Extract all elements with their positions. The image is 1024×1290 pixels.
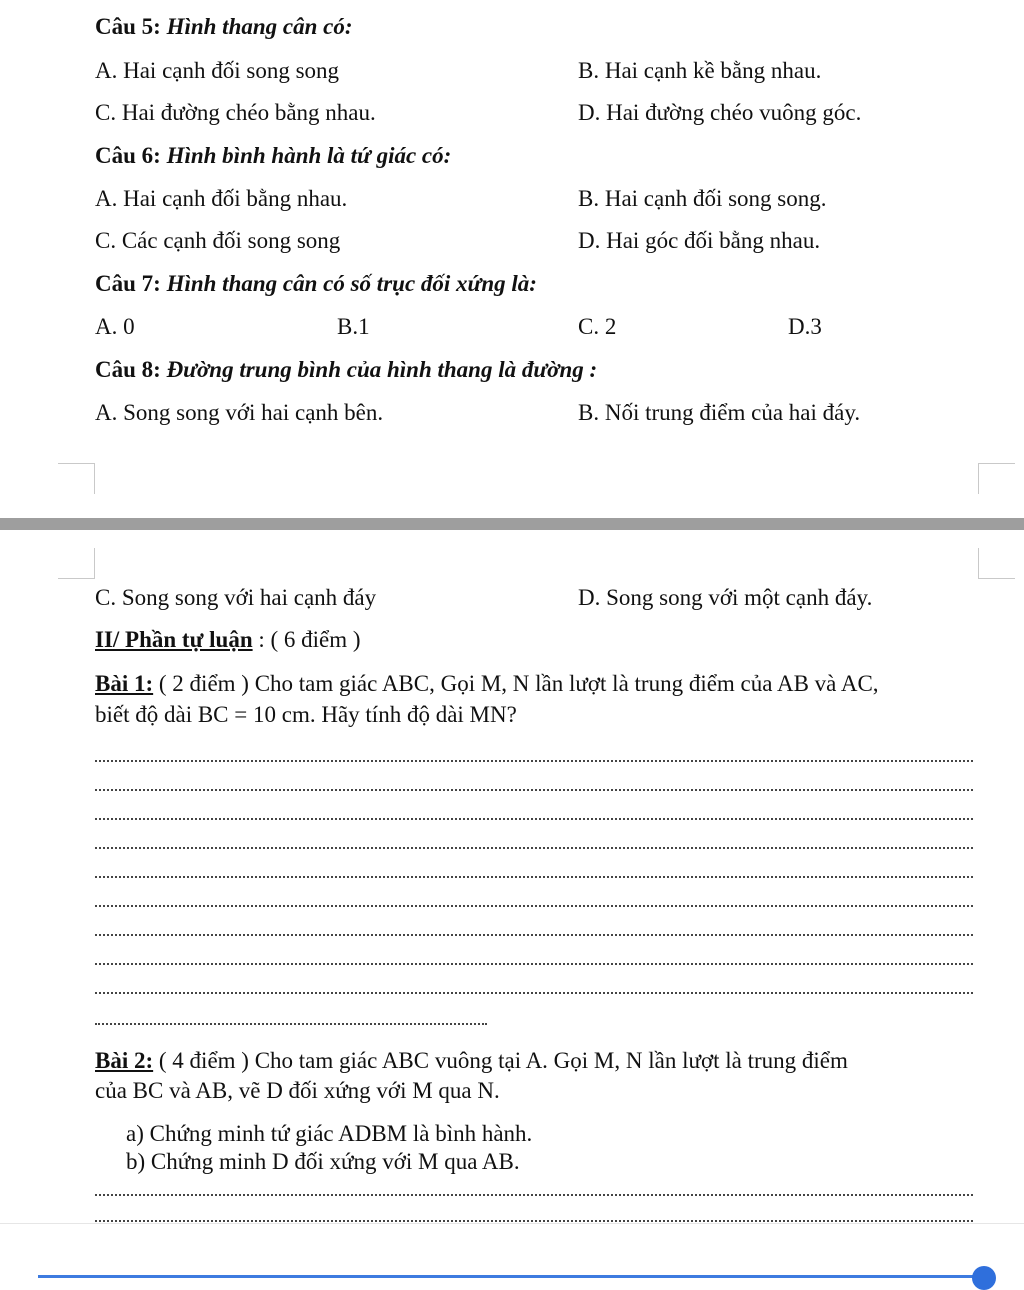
q7-option-c: C. 2 (578, 314, 617, 339)
question-6 (95, 143, 451, 169)
question-6-text: Hình bình hành là tứ giác có: (166, 143, 452, 168)
q8-option-c: C. Song song với hai cạnh đáy (95, 585, 377, 610)
answer-line (95, 963, 973, 965)
question-7-label: Câu 7: (95, 271, 161, 296)
answer-line (95, 818, 973, 820)
answer-line (95, 789, 973, 791)
answer-line (95, 905, 973, 907)
exercise-2 (95, 1048, 848, 1074)
q7-option-a: A. 0 (95, 314, 135, 339)
question-5 (95, 14, 353, 40)
q5-option-a: A. Hai cạnh đối song song (95, 58, 340, 83)
answer-line (95, 760, 973, 762)
exercise-2-label: Bài 2: (95, 1048, 154, 1073)
exercise-1-label: Bài 1: (95, 671, 154, 696)
answer-line (95, 1194, 973, 1196)
q7-option-b: B.1 (337, 314, 370, 339)
q6-option-b: B. Hai cạnh đối song song. (578, 186, 827, 211)
exercise-2-item-b: b) Chứng minh D đối xứng với M qua AB. (126, 1149, 520, 1174)
document-page-bottom (0, 530, 1024, 1224)
scrollbar-thumb[interactable] (972, 1266, 996, 1290)
exercise-2-item-a: a) Chứng minh tứ giác ADBM là bình hành. (126, 1121, 533, 1146)
question-7 (95, 271, 537, 297)
q8-option-d: D. Song song với một cạnh đáy. (578, 585, 873, 610)
q5-option-c: C. Hai đường chéo bằng nhau. (95, 100, 376, 125)
page-separator (0, 518, 1024, 530)
question-6-label: Câu 6: (95, 143, 161, 168)
viewer-bottom-area (0, 1224, 1024, 1280)
margin-corner-mark (978, 548, 1015, 579)
q7-option-d: D.3 (788, 314, 822, 339)
exercise-1-line-1: ( 2 điểm ) Cho tam giác ABC, Gọi M, N lần lượt là trung điểm của AB và AC, (153, 671, 879, 696)
margin-corner-mark (58, 548, 95, 579)
q6-option-d: D. Hai góc đối bằng nhau. (578, 228, 821, 253)
exercise-1-line-2: biết độ dài BC = 10 cm. Hãy tính độ dài MN? (95, 702, 517, 727)
q8-option-b: B. Nối trung điểm của hai đáy. (578, 400, 861, 425)
question-8-label: Câu 8: (95, 357, 161, 382)
part-2-score: : ( 6 điểm ) (252, 627, 361, 652)
question-5-text: Hình thang cân có: (166, 14, 353, 39)
question-5-label: Câu 5: (95, 14, 161, 39)
question-8-text: Đường trung bình của hình thang là đường : (166, 357, 598, 382)
q8-option-a: A. Song song với hai cạnh bên. (95, 400, 384, 425)
answer-line (95, 1023, 487, 1025)
answer-line (95, 876, 973, 878)
q5-option-b: B. Hai cạnh kề bằng nhau. (578, 58, 822, 83)
question-7-text: Hình thang cân có số trục đối xứng là: (166, 271, 537, 296)
horizontal-scrollbar[interactable] (38, 1275, 986, 1278)
exercise-1 (95, 671, 879, 697)
margin-corner-mark (978, 463, 1015, 494)
document-page-top (0, 0, 1024, 518)
question-8 (95, 357, 597, 383)
answer-line (95, 1220, 973, 1222)
q5-option-d: D. Hai đường chéo vuông góc. (578, 100, 862, 125)
exercise-2-line-1: ( 4 điểm ) Cho tam giác ABC vuông tại A. Gọi M, N lần lượt là trung điểm (153, 1048, 848, 1073)
margin-corner-mark (58, 463, 95, 494)
answer-line (95, 847, 973, 849)
answer-line (95, 992, 973, 994)
q6-option-c: C. Các cạnh đối song song (95, 228, 341, 253)
exercise-2-line-2: của BC và AB, vẽ D đối xứng với M qua N. (95, 1078, 500, 1103)
part-2-heading (95, 627, 361, 653)
answer-line (95, 934, 973, 936)
q6-option-a: A. Hai cạnh đối bằng nhau. (95, 186, 348, 211)
part-2-title: II/ Phần tự luận (95, 627, 253, 652)
